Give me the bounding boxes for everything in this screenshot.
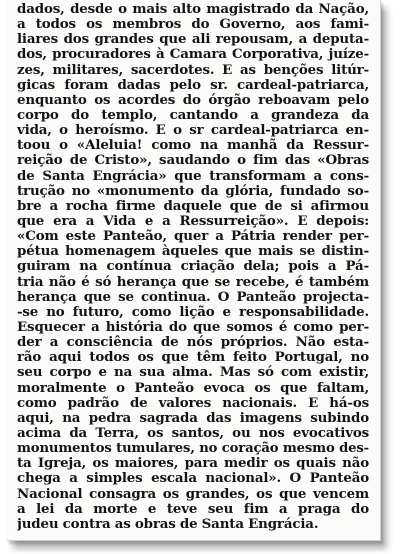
- text-line: a lei da morte e teve seu fim a praga do: [17, 501, 369, 517]
- text-line: rão aqui todos os que têm feito Portugal, no: [17, 350, 369, 366]
- text-line: reição de Cristo», saudando o fim das «Obras: [17, 153, 369, 169]
- text-line: monumentos tumulares, no coração mesmo des-: [17, 441, 369, 457]
- text-line: aqui, na pedra sagrada das imagens subindo: [17, 410, 369, 426]
- text-line: gicas foram dadas pelo sr. cardeal-patriarca,: [17, 77, 369, 93]
- text-line: de Santa Engrácia» que transformam a cons-: [17, 168, 369, 184]
- text-line: trução no «monumento da glória, fundado so-: [17, 183, 369, 199]
- text-line: que era a Vida e a Ressurreição». E depois:: [17, 213, 369, 229]
- text-line: vida, o heroísmo. E o sr cardeal-patriarca en-: [17, 123, 369, 139]
- text-line: dados, desde o mais alto magistrado da Nação,: [17, 2, 369, 17]
- newspaper-clipping: [7, 0, 381, 541]
- text-line: moralmente o Panteão evoca os que faltam,: [17, 380, 369, 396]
- text-line: -se no futuro, como lição e responsabilidade.: [17, 304, 369, 320]
- article-text-column: [17, 2, 369, 532]
- text-line: como padrão de valores nacionais. E há-os: [17, 395, 369, 411]
- text-line: judeu contra as obras de Santa Engrácia.: [17, 516, 319, 532]
- text-line: bre a rocha firme daquele que de si afirmou: [17, 198, 369, 214]
- text-line: der a consciência de nós próprios. Não esta-: [17, 335, 369, 351]
- text-line: enquanto os acordes do órgão reboavam pelo: [17, 92, 369, 108]
- text-line: zes, militares, sacerdotes. E as benções litúr-: [17, 62, 369, 78]
- text-line: Esquecer a história do que somos é como per-: [17, 319, 369, 335]
- text-line: a todos os membros do Governo, aos fami-: [17, 17, 369, 33]
- text-line: Nacional consagra os grandes, os que vencem: [17, 486, 369, 502]
- text-line: ta Igreja, os maiores, para medir os quais não: [17, 456, 369, 472]
- text-line: pétua homenagem àqueles que mais se distin-: [17, 244, 369, 260]
- text-line: herança que se continua. O Panteão projecta-: [17, 289, 369, 305]
- text-line: dos, procuradores à Camara Corporativa, juíze-: [17, 47, 369, 63]
- text-line: acima da Terra, os santos, ou nos evocativos: [17, 425, 369, 441]
- text-line: seu corpo e na sua alma. Mas só com existir,: [17, 365, 369, 381]
- text-line: guiram na contínua criação dela; pois a Pá-: [17, 259, 369, 275]
- text-line: «Com este Panteão, quer a Pátria render per-: [17, 229, 369, 245]
- text-line: liares dos grandes que ali repousam, a deputa-: [17, 32, 369, 48]
- text-line: tria não é só herança que se recebe, é também: [17, 274, 369, 290]
- text-line: toou o «Aleluia! como na manhã da Ressur-: [17, 138, 369, 154]
- text-line: chega a simples escala nacional». O Panteão: [17, 471, 369, 487]
- text-line: corpo do templo, cantando a grandeza da: [17, 107, 369, 123]
